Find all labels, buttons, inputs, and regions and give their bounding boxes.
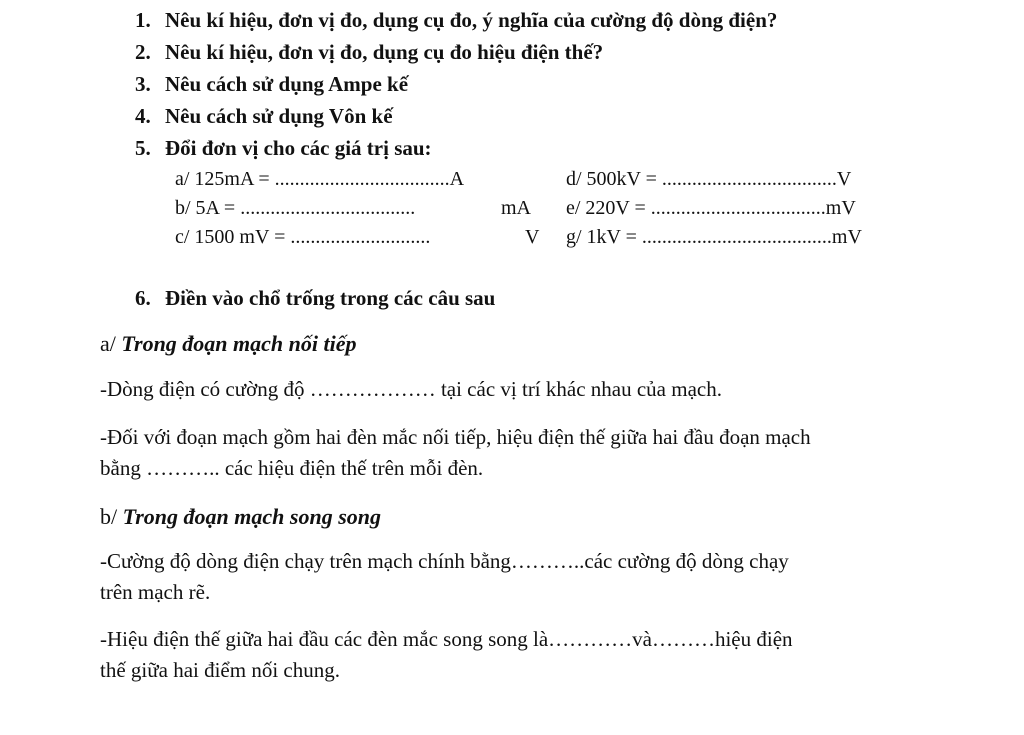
section-a-paragraph-1: -Dòng điện có cường độ ……………… tại các vị trí khác nhau của mạch.	[100, 377, 722, 401]
section-prefix: a/	[100, 331, 122, 356]
answer-blank: ............................	[290, 226, 431, 248]
question-number: 5.	[135, 136, 151, 160]
conversion-expression: a/ 125mA =	[175, 168, 275, 190]
answer-blank: ...................................	[274, 168, 450, 190]
section-b-paragraph-2-line-1: -Hiệu điện thế giữa hai đầu các đèn mắc song song là…………và………hiệu điện	[100, 627, 793, 651]
conversion-expression: c/ 1500 mV =	[175, 226, 291, 248]
section-b-paragraph-2-line-2: thế giữa hai điểm nối chung.	[100, 658, 340, 682]
question-number: 6.	[135, 286, 151, 310]
question-3	[135, 72, 408, 97]
answer-blank: ......................................	[641, 226, 832, 248]
conversion-unit: V	[836, 168, 852, 190]
question-5	[135, 136, 432, 161]
question-text: Nêu cách sử dụng Vôn kế	[165, 104, 393, 128]
conversion-g	[566, 226, 862, 249]
question-text: Nêu kí hiệu, đơn vị đo, dụng cụ đo hiệu điện thế?	[165, 40, 604, 64]
conversion-e	[566, 197, 856, 220]
conversion-expression: e/ 220V =	[566, 197, 651, 219]
conversion-b	[175, 197, 415, 220]
question-text: Nêu cách sử dụng Ampe kế	[165, 72, 409, 96]
question-6	[135, 286, 495, 311]
answer-blank: ...................................	[661, 168, 837, 190]
answer-blank: ...................................	[650, 197, 826, 219]
answer-blank: ...................................	[240, 197, 416, 219]
section-b-paragraph-1-line-2: trên mạch rẽ.	[100, 580, 211, 604]
conversion-a	[175, 168, 464, 191]
conversion-unit: mV	[831, 226, 862, 248]
conversion-unit: A	[449, 168, 465, 190]
question-1	[135, 8, 777, 33]
conversion-expression: d/ 500kV =	[566, 168, 662, 190]
section-b-heading	[100, 504, 381, 530]
section-a-paragraph-2-line-1: -Đối với đoạn mạch gồm hai đèn mắc nối tiếp, hiệu điện thế giữa hai đầu đoạn mạch	[100, 425, 811, 449]
question-number: 1.	[135, 8, 151, 32]
conversion-expression: g/ 1kV =	[566, 226, 642, 248]
question-text: Đổi đơn vị cho các giá trị sau:	[165, 136, 432, 160]
conversion-unit: mV	[825, 197, 856, 219]
question-number: 3.	[135, 72, 151, 96]
conversion-c	[175, 226, 430, 249]
conversion-d	[566, 168, 851, 191]
conversion-b-unit: mA	[501, 197, 531, 219]
section-b-paragraph-1-line-1: -Cường độ dòng điện chạy trên mạch chính bằng………..các cường độ dòng chạy	[100, 549, 789, 573]
question-number: 4.	[135, 104, 151, 128]
question-4	[135, 104, 393, 129]
question-2	[135, 40, 603, 65]
question-text: Điền vào chổ trống trong các câu sau	[165, 286, 496, 310]
section-prefix: b/	[100, 504, 123, 529]
section-a-heading	[100, 331, 357, 357]
question-text: Nêu kí hiệu, đơn vị đo, dụng cụ đo, ý nghĩa của cường độ dòng điện?	[165, 8, 778, 32]
section-a-paragraph-2-line-2: bằng ……….. các hiệu điện thế trên mỗi đèn.	[100, 456, 484, 480]
section-title: Trong đoạn mạch song song	[122, 504, 381, 529]
conversion-c-unit: V	[525, 226, 540, 248]
conversion-expression: b/ 5A =	[175, 197, 241, 219]
question-number: 2.	[135, 40, 151, 64]
section-title: Trong đoạn mạch nối tiếp	[121, 331, 357, 356]
